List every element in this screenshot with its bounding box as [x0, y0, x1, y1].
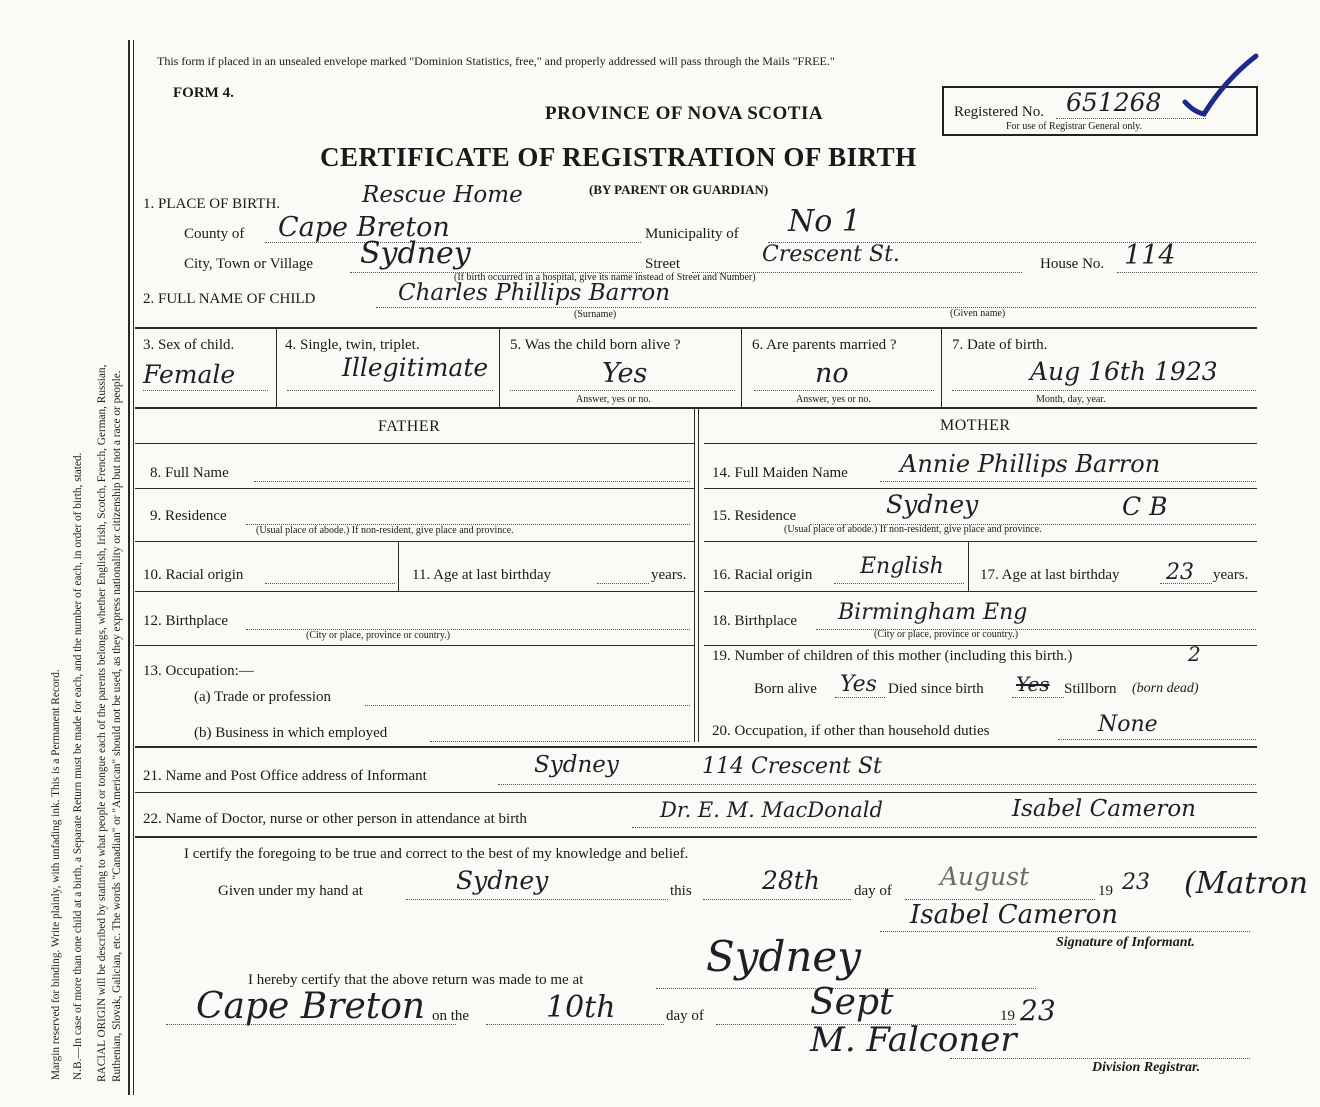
- certification-year-value: 23: [1122, 870, 1150, 895]
- county-label: County of: [184, 226, 245, 242]
- city-label: City, Town or Village: [184, 256, 314, 272]
- plurality-label: 4. Single, twin, triplet.: [285, 337, 420, 353]
- mother-occupation-value: None: [1098, 712, 1158, 737]
- father-residence-label: 9. Residence: [150, 508, 227, 524]
- father-birthplace-label: 12. Birthplace: [143, 613, 228, 629]
- mother-children-label: 19. Number of children of this mother (including this birth.): [712, 648, 1073, 664]
- registered-number-label: Registered No.: [954, 104, 1044, 120]
- sex-label: 3. Sex of child.: [143, 337, 235, 353]
- registrar-day-of-label: day of: [666, 1008, 704, 1024]
- margin-note-binding: Margin reserved for binding. Write plainly, with unfading ink. This is a Permanent Record.: [50, 669, 62, 1080]
- certification-year-prefix: 19: [1098, 883, 1113, 899]
- given-name-note: (Given name): [950, 308, 1006, 319]
- father-age-unit: years.: [651, 567, 687, 583]
- margin-note-multiple-births: N.B.—In case of more than one child at a birth, a Separate Return must be made for each, and the number of each, in order of birth, stated.: [72, 452, 84, 1080]
- mother-birthplace-label: 18. Birthplace: [712, 613, 797, 629]
- died-since-birth-label: Died since birth: [888, 681, 984, 697]
- page-title: CERTIFICATE OF REGISTRATION OF BIRTH: [320, 142, 917, 172]
- registrar-day-value: 10th: [546, 990, 616, 1025]
- given-place-value: Sydney: [456, 866, 549, 895]
- registrar-county-value: Cape Breton: [196, 986, 426, 1027]
- child-name-label: 2. FULL NAME OF CHILD: [143, 291, 316, 307]
- mother-age-value: 23: [1166, 560, 1194, 585]
- father-occupation-label: 13. Occupation:—: [143, 663, 254, 679]
- registrar-statement: I hereby certify that the above return was made to me at: [248, 972, 584, 988]
- died-since-birth-value: Yes: [1016, 672, 1050, 696]
- municipality-label: Municipality of: [645, 226, 739, 242]
- municipality-value: No 1: [788, 204, 861, 239]
- certification-statement: I certify the foregoing to be true and correct to the best of my knowledge and belief.: [184, 846, 689, 862]
- born-alive-note: Answer, yes or no.: [576, 394, 651, 405]
- registrar-year-prefix: 19: [1000, 1008, 1015, 1024]
- born-alive-count-value: Yes: [840, 672, 877, 697]
- mother-birthplace-value: Birmingham Eng: [838, 600, 1028, 625]
- parents-married-label: 6. Are parents married ?: [752, 337, 897, 353]
- mother-occupation-label: 20. Occupation, if other than household duties: [712, 723, 990, 739]
- check-mark-icon: [1180, 52, 1260, 122]
- sex-value: Female: [143, 360, 236, 389]
- hospital-note: (If birth occurred in a hospital, give its name instead of Street and Number): [454, 272, 756, 283]
- certification-day-value: 28th: [762, 866, 820, 895]
- place-of-birth-label: 1. PLACE OF BIRTH.: [143, 196, 281, 212]
- margin-rule-inner: [133, 40, 134, 1095]
- this-label: this: [670, 883, 692, 899]
- mail-notice: This form if placed in an unsealed envelope marked "Dominion Statistics, free," and properly addressed will pass through the Mails "FREE.": [157, 54, 835, 68]
- parents-married-note: Answer, yes or no.: [796, 394, 871, 405]
- father-heading: FATHER: [378, 418, 441, 435]
- father-trade-label: (a) Trade or profession: [194, 689, 332, 705]
- born-alive-value: Yes: [602, 358, 648, 389]
- registrar-on-the-label: on the: [432, 1008, 470, 1024]
- surname-note: (Surname): [574, 309, 617, 320]
- margin-note-racial-origin: RACIAL ORIGIN will be described by stating to what people or tongue each of the parents belongs, whether English, Irish, Scotch, French, German, Russian,: [96, 364, 108, 1082]
- certification-month-value: August: [940, 862, 1030, 891]
- parents-married-value: no: [815, 358, 849, 389]
- informant-value: Sydney: [534, 752, 619, 778]
- mother-racial-origin-label: 16. Racial origin: [712, 567, 813, 583]
- registrar-note: For use of Registrar General only.: [1006, 121, 1142, 132]
- mother-residence-label: 15. Residence: [712, 508, 797, 524]
- registrar-month-value: Sept: [810, 982, 894, 1023]
- date-of-birth-note: Month, day, year.: [1036, 394, 1106, 405]
- mother-residence-province: C B: [1122, 492, 1168, 521]
- informant-signature-label: Signature of Informant.: [1056, 935, 1195, 950]
- margin-rule: [128, 40, 130, 1095]
- father-residence-note: (Usual place of abode.) If non-resident, give place and province.: [256, 525, 514, 536]
- street-label: Street: [645, 256, 680, 272]
- place-of-birth-value: Rescue Home: [362, 182, 523, 208]
- mother-name-value: Annie Phillips Barron: [900, 450, 1161, 478]
- house-number-label: House No.: [1040, 256, 1105, 272]
- house-number-value: 114: [1124, 240, 1176, 271]
- registrar-signature-label: Division Registrar.: [1092, 1060, 1201, 1075]
- stillborn-label: Stillborn: [1064, 681, 1117, 697]
- father-birthplace-note: (City or place, province or country.): [306, 630, 451, 641]
- plurality-value: Illegitimate: [342, 353, 489, 382]
- mother-racial-origin-value: English: [860, 554, 944, 579]
- nurse-value: Isabel Cameron: [1012, 796, 1196, 822]
- mother-age-unit: years.: [1213, 567, 1249, 583]
- born-alive-label: 5. Was the child born alive ?: [510, 337, 681, 353]
- father-name-label: 8. Full Name: [150, 465, 229, 481]
- mother-birthplace-note: (City or place, province or country.): [874, 629, 1019, 640]
- street-value: Crescent St.: [762, 242, 900, 267]
- form-number: FORM 4.: [173, 85, 234, 101]
- informant-role-value: (Matron: [1184, 866, 1309, 901]
- certification-day-of-label: day of: [854, 883, 892, 899]
- province-heading: PROVINCE OF NOVA SCOTIA: [545, 103, 824, 124]
- registered-number-value: 651268: [1066, 88, 1162, 117]
- child-name-value: Charles Phillips Barron: [398, 280, 671, 306]
- county-value: Cape Breton: [278, 212, 450, 243]
- mother-children-value: 2: [1188, 642, 1201, 666]
- stillborn-note: (born dead): [1132, 681, 1199, 696]
- margin-note-racial-origin-cont: Ruthenian, Slovak, Galician, etc. The words "Canadian" or "American" should not be used, as they express nationality or citizenship but not a race or people.: [111, 370, 123, 1082]
- doctor-label: 22. Name of Doctor, nurse or other person in attendance at birth: [143, 811, 527, 827]
- father-racial-origin-label: 10. Racial origin: [143, 567, 244, 583]
- mother-residence-note: (Usual place of abode.) If non-resident, give place and province.: [784, 524, 1042, 535]
- date-of-birth-label: 7. Date of birth.: [952, 337, 1048, 353]
- mother-heading: MOTHER: [940, 417, 1011, 434]
- informant-address-value: 114 Crescent St: [702, 754, 882, 779]
- registrar-place-value: Sydney: [706, 932, 862, 981]
- doctor-value: Dr. E. M. MacDonald: [660, 798, 883, 822]
- father-age-label: 11. Age at last birthday: [412, 567, 551, 583]
- mother-residence-value: Sydney: [886, 490, 979, 519]
- registrar-year-value: 23: [1020, 994, 1056, 1027]
- father-business-label: (b) Business in which employed: [194, 725, 388, 741]
- given-under-hand-label: Given under my hand at: [218, 883, 363, 899]
- date-of-birth-value: Aug 16th 1923: [1030, 357, 1218, 386]
- registrar-signature: M. Falconer: [810, 1020, 1017, 1060]
- mother-age-label: 17. Age at last birthday: [980, 567, 1120, 583]
- page-subtitle: (BY PARENT OR GUARDIAN): [589, 182, 769, 197]
- city-value: Sydney: [360, 236, 471, 271]
- mother-name-label: 14. Full Maiden Name: [712, 465, 848, 481]
- informant-label: 21. Name and Post Office address of Informant: [143, 768, 427, 784]
- born-alive-count-label: Born alive: [754, 681, 817, 697]
- informant-signature: Isabel Cameron: [910, 900, 1118, 930]
